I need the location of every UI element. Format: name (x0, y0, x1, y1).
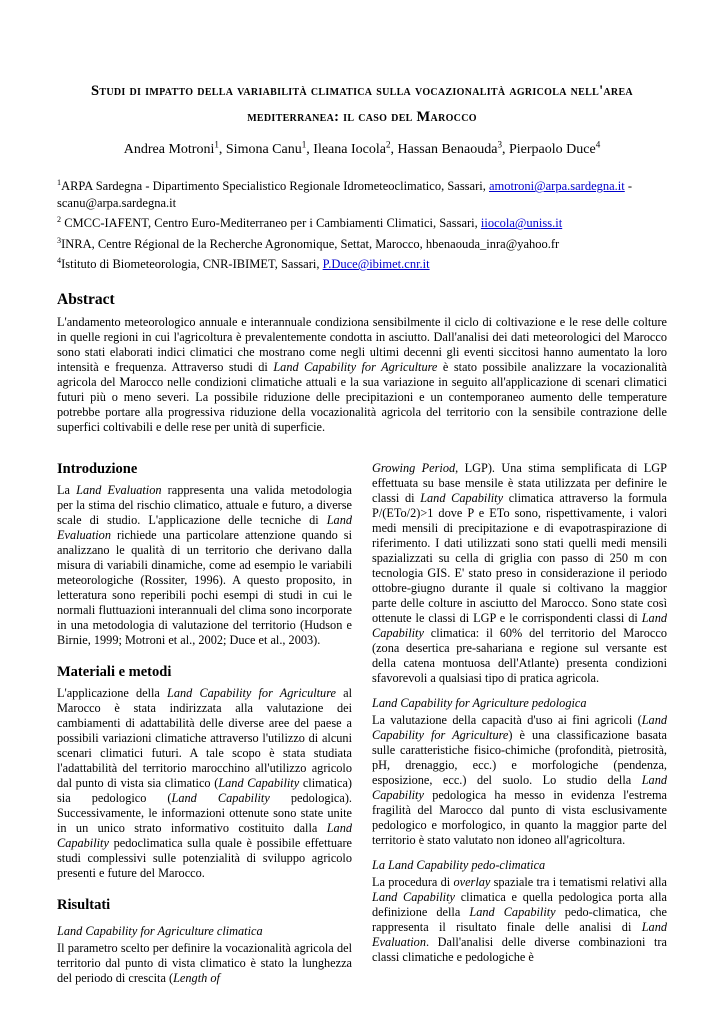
italic-term: Land Capability (171, 790, 270, 805)
italic-term: Land Capability (372, 889, 455, 904)
two-column-body (57, 461, 667, 988)
text-run: , Simona Canu (218, 142, 302, 158)
text-run: climatica attraverso la formula P/(ETo/2)>1 dove P e ETo sono, rispettivamente, i valori medi mensili di precipitazione e di evapotraspirazione di riferimento. I dati utilizzati sono stati quelli medi mensili spazializzati su cella di griglia con passo di 250 m con tecnologia GIS. E' stato preso in considerazione il periodo ottobre-giugno durante il quale si coltivano la maggior parte delle colture in asciutto del Marocco. Sono state così ottenute le classi di LGP e le corrispondenti classi di (372, 490, 667, 625)
abstract-body (57, 315, 667, 435)
authors-line (57, 139, 667, 158)
text-run: - scanu@arpa.sardegna.it (57, 179, 633, 210)
section-heading-risultati: Risultati (57, 896, 111, 913)
italic-term: Land Capability for Agriculture (167, 685, 336, 700)
text-run: climatica) sia pedologico ( (57, 775, 353, 805)
text-run: INRA, Centre Régional de la Recherche Agronomique, Settat, Marocco, hbenaouda_inra@yahoo.fr (61, 236, 560, 251)
italic-term: Land Capability (469, 904, 556, 919)
superscript-marker: 2 (385, 139, 391, 150)
italic-term: Land Capability (372, 610, 667, 640)
text-run: , Ileana Iocola (306, 142, 386, 158)
subheading-lca-pedologica: Land Capability for Agriculture pedologica (372, 695, 587, 710)
text-run: richiede una particolare attenzione quando si analizzano le qualità di un territorio che derivano dalla misura di variabili dinamiche, come ad esempio le variabili meteorologiche (Rossiter, 1996). A questo proposito, in letteratura sono reperibili pochi esempi di studi in cui le normali fluttuazioni interannuali del clima sono incorporate in una metodologia di valutazione del territorio (Hudson e Birnie, 1999; Motroni et al., 2002; Duce et al., 2003). (57, 527, 352, 647)
superscript-marker: 4 (57, 256, 62, 266)
section-heading-materiali-e-metodi: Materiali e metodi (57, 663, 172, 680)
superscript-marker: 1 (301, 139, 307, 150)
italic-term: Land Evaluation (76, 482, 162, 497)
text-run: Andrea Motroni (123, 142, 215, 158)
superscript-marker: 1 (214, 139, 219, 150)
text-run: Istituto di Biometeorologia, CNR-IBIMET, Sassari, (61, 257, 323, 272)
italic-term: overlay (453, 874, 491, 889)
text-run: CMCC-IAFENT, Centro Euro-Mediterraneo per i Cambiamenti Climatici, Sassari, (61, 216, 481, 231)
paper-title: Studi di impatto della variabilità climatica sulla vocazionalità agricola nell'area mediterranea: il caso del Marocco (91, 83, 633, 126)
text-run: La procedura di (372, 874, 454, 889)
text-run: Il parametro scelto per definire la vocazionalità agricola del territorio dal punto di vista climatico è stato la lunghezza del periodo di crescita ( (57, 940, 352, 985)
email-link[interactable]: iiocola@uniss.it (480, 216, 563, 231)
text-run: climatica e quella pedologica porta alla definizione della (372, 889, 668, 919)
italic-term: Land Capability (372, 772, 667, 802)
text-run: pedologica ha messo in evidenza l'estrema fragilità del Marocco dal punto di vista esclusivamente pedologico e morfologico, in quanto la maggior parte del territorio è stato valutato non idoneo all'agricoltura. (372, 787, 667, 847)
italic-term: Land Evaluation (57, 512, 352, 542)
text-run: al Marocco è stata indirizzata alla valutazione dei cambiamenti di adattabilità delle diverse aree del paese a possibili variazioni climatiche attraverso l'utilizzo di alcuni scenari climatici futuri. A tale scopo è stata studiata l'adattabilità del territorio marocchino all'utilizzo agricolo dal punto di vista sia climatico ( (57, 685, 353, 790)
affiliation-4 (57, 256, 667, 273)
email-link[interactable]: amotroni@arpa.sardegna.it (488, 179, 625, 194)
affiliation-2 (57, 215, 667, 232)
text-run: climatica: il 60% del territorio del Marocco (zona desertica pre-sahariana e regione sul versante est della catena montuosa dell'Atlante) presenta condizioni sfavorevoli a qualsiasi tipo di pratica agricola. (372, 625, 667, 685)
text-run: è stato possibile analizzare la vocazionalità agricola del Marocco nelle condizioni climatiche attuali e la sua variazione in seguito all'applicazione di scenari climatici futuri più o meno severi. La possibile riduzione delle precipitazioni e un contemporaneo aumento delle temperature potrebbe portare alla progressiva riduzione della vocazionalità agricola del territorio con la sensibile contrazione delle superfici coltivabili e delle rese per unità di superficie. (57, 359, 668, 434)
affiliations-block (57, 178, 667, 273)
superscript-marker: 2 (57, 215, 62, 225)
text-run: La (57, 482, 77, 497)
italic-term: Land Capability (218, 775, 300, 790)
text-run: , Pierpaolo Duce (501, 142, 596, 158)
text-run: ARPA Sardegna - Dipartimento Specialistico Regionale Idrometeoclimatico, Sassari, (61, 179, 489, 194)
results-paragraph-pedo-climatica (372, 875, 667, 965)
intro-paragraph (57, 483, 352, 648)
left-column (57, 461, 352, 988)
text-run: La valutazione della capacità d'uso ai fini agricoli ( (372, 712, 642, 727)
superscript-marker: 3 (497, 139, 502, 150)
text-run: ) è una classificazione basata sulle caratteristiche fisico-chimiche (profondità, pietrosità, pH, drenaggio, ecc.) e morfologiche (pendenza, esposizione, ecc.) del suolo. Lo studio della (372, 727, 667, 787)
results-paragraph-pedologica (372, 713, 667, 848)
methods-paragraph (57, 686, 352, 881)
subheading-lca-climatica: Land Capability for Agriculture climatica (57, 923, 263, 938)
superscript-marker: 3 (57, 235, 62, 245)
abstract-heading: Abstract (57, 290, 115, 308)
text-run: . Dall'analisi delle diverse combinazioni tra classi climatiche e pedologiche è (372, 934, 667, 964)
italic-term: Land Capability for Agriculture (273, 359, 438, 374)
italic-term: Growing Period (372, 460, 456, 475)
text-run: spaziale tra i tematismi relativi alla (490, 874, 667, 889)
text-run: , LGP). Una stima semplificata di LGP effettuata su base mensile è stata utilizzata per definire le classi di (372, 460, 667, 505)
superscript-marker: 1 (57, 178, 62, 188)
affiliation-1 (57, 178, 667, 211)
text-run: pedoclimatica sulla quale è possibile effettuare studi complessivi sulle potenzialità di sviluppo agricolo presenti e future del Marocco. (57, 835, 352, 880)
right-column (372, 461, 667, 988)
text-run: L'applicazione della (57, 685, 168, 700)
text-run: rappresenta una valida metodologia per la stima del rischio climatico, attuale e futuro, a diverse scale di studio. L'applicazione delle tecniche di (57, 482, 352, 527)
italic-term: Land Capability (420, 490, 504, 505)
superscript-marker: 4 (595, 139, 601, 150)
section-heading-introduzione: Introduzione (57, 460, 138, 477)
italic-term: Length of (173, 970, 220, 985)
text-run: pedologica). Successivamente, le informazioni ottenute sono state unite in un unico strato informativo costituito dalla (57, 790, 352, 835)
italic-term: Land Capability (57, 820, 352, 850)
affiliation-3 (57, 236, 667, 253)
italic-term: Land Capability for Agriculture (372, 712, 667, 742)
subheading-lca-pedo-climatica: La Land Capability pedo-climatica (372, 857, 546, 872)
results-paragraph-left (57, 941, 352, 986)
text-run: L'andamento meteorologico annuale e interannuale condiziona sensibilmente il ciclo di coltivazione e le rese delle colture in quelle regioni in cui l'agricoltura è prevalentemente condotta in asciutto. Dall'analisi dei dati meteorologici del Marocco sono stati elaborati indici climatici che mostrano come negli ultimi decenni gli eventi siccitosi hanno aumentato la loro intensità e frequenza. Attraverso studi di (57, 314, 667, 374)
text-run: pedo-climatica, che rappresenta il risultato finale delle analisi di (372, 904, 667, 934)
email-link[interactable]: P.Duce@ibimet.cnr.it (322, 257, 430, 272)
text-run: , Hassan Benaouda (390, 142, 498, 158)
results-paragraph-right (372, 461, 667, 686)
italic-term: Land Evaluation (372, 919, 667, 949)
